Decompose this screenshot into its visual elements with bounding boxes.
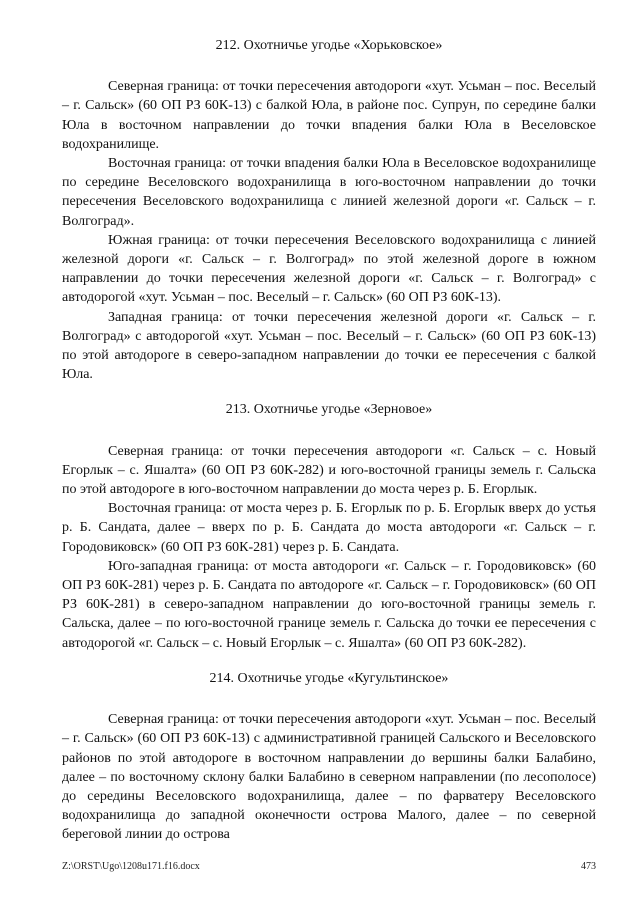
section-214 [62, 669, 596, 845]
file-path: Z:\ORST\Ugo\1208u171.f16.docx [62, 861, 200, 872]
paragraph-east-border: Восточная граница: от точки впадения балки Юла в Веселовское водохранилище по середине Веселовского водохранилища в юго-восточном направлении до точки пересечения Веселовского водохранилища с линией железной дороги «г. Сальск – г. Волгоград». [62, 156, 596, 229]
paragraph-north-border: Северная граница: от точки пересечения автодороги «хут. Усьман – пос. Веселый – г. Сальск» (60 ОП РЗ 60К-13) с балкой Юла, в районе пос. Супрун, по середине балки Юла в восточном направлении до точки впадения балки Юла в Веселовское водохранилище. [62, 79, 596, 152]
document-page [62, 36, 596, 861]
section-213 [62, 400, 596, 652]
paragraph-west-border: Западная граница: от точки пересечения железной дороги «г. Сальск – г. Волгоград» с автодорогой «хут. Усьман – пос. Веселый – г. Сальск» (60 ОП РЗ 60К-13) по этой автодороге в северо-западном направлении до точки ее пересечения с балкой Юла. [62, 309, 596, 383]
paragraph-north-border: Северная граница: от точки пересечения автодороги «г. Сальск – с. Новый Егорлык – с. Яшалта» (60 ОП РЗ 60К-282) и юго-восточной границы земель г. Сальска по этой автодороге в юго-восточном направлении до моста через р. Б. Егорлык. [62, 443, 596, 498]
paragraph-south-border: Южная граница: от точки пересечения Веселовского водохранилища с линией железной дороги «г. Сальск – г. Волгоград» по этой железной дороге в южном направлении до точки пересечения железной дороги «г. Сальск – г. Волгоград» с автодорогой «хут. Усьман – пос. Веселый – г. Сальск» (60 ОП РЗ 60К-13). [62, 232, 596, 306]
paragraph-east-border: Восточная граница: от моста через р. Б. Егорлык по р. Б. Егорлык вверх до устья р. Б. Сандата, далее – вверх по р. Б. Сандата до моста автодороги «г. Сальск – г. Городовиковск» (60 ОП РЗ 60К-281) через р. Б. Сандата. [62, 501, 596, 555]
section-heading: 212. Охотничье угодье «Хорьковское» [215, 38, 443, 53]
paragraph-southwest-border: Юго-западная граница: от моста автодороги «г. Сальск – г. Городовиковск» (60 ОП РЗ 60К-281) через р. Б. Сандата по автодороге «г. Сальск – г. Городовиковск» (60 ОП РЗ 60К-281) в северо-западном направлении до юго-восточной границы земель г. Сальска, далее – по юго-восточной границе земель г. Сальска до точки ее пересечения с автодорогой «г. Сальск – с. Новый Егорлык – с. Яшалта» (60 ОП РЗ 60К-282). [62, 558, 596, 651]
section-heading: 214. Охотничье угодье «Кугультинское» [209, 670, 449, 686]
page-footer [62, 861, 596, 872]
paragraph-north-border: Северная граница: от точки пересечения автодороги «хут. Усьман – пос. Веселый – г. Сальск» (60 ОП РЗ 60К-13) с административной границей Сальского и Веселовского районов по этой автодороге в восточном направлении до вершины балки Балабино, далее – по восточному склону балки Балабино в северном направлении (по лесополосе) до середины Веселовского водохранилища, далее – по фарватеру Веселовского водохранилища до западной оконечности острова Малого, далее – по северной береговой линии до острова [62, 712, 596, 843]
page-number: 473 [581, 861, 596, 872]
section-212 [62, 36, 596, 384]
section-heading: 213. Охотничье угодье «Зерновое» [225, 402, 433, 418]
